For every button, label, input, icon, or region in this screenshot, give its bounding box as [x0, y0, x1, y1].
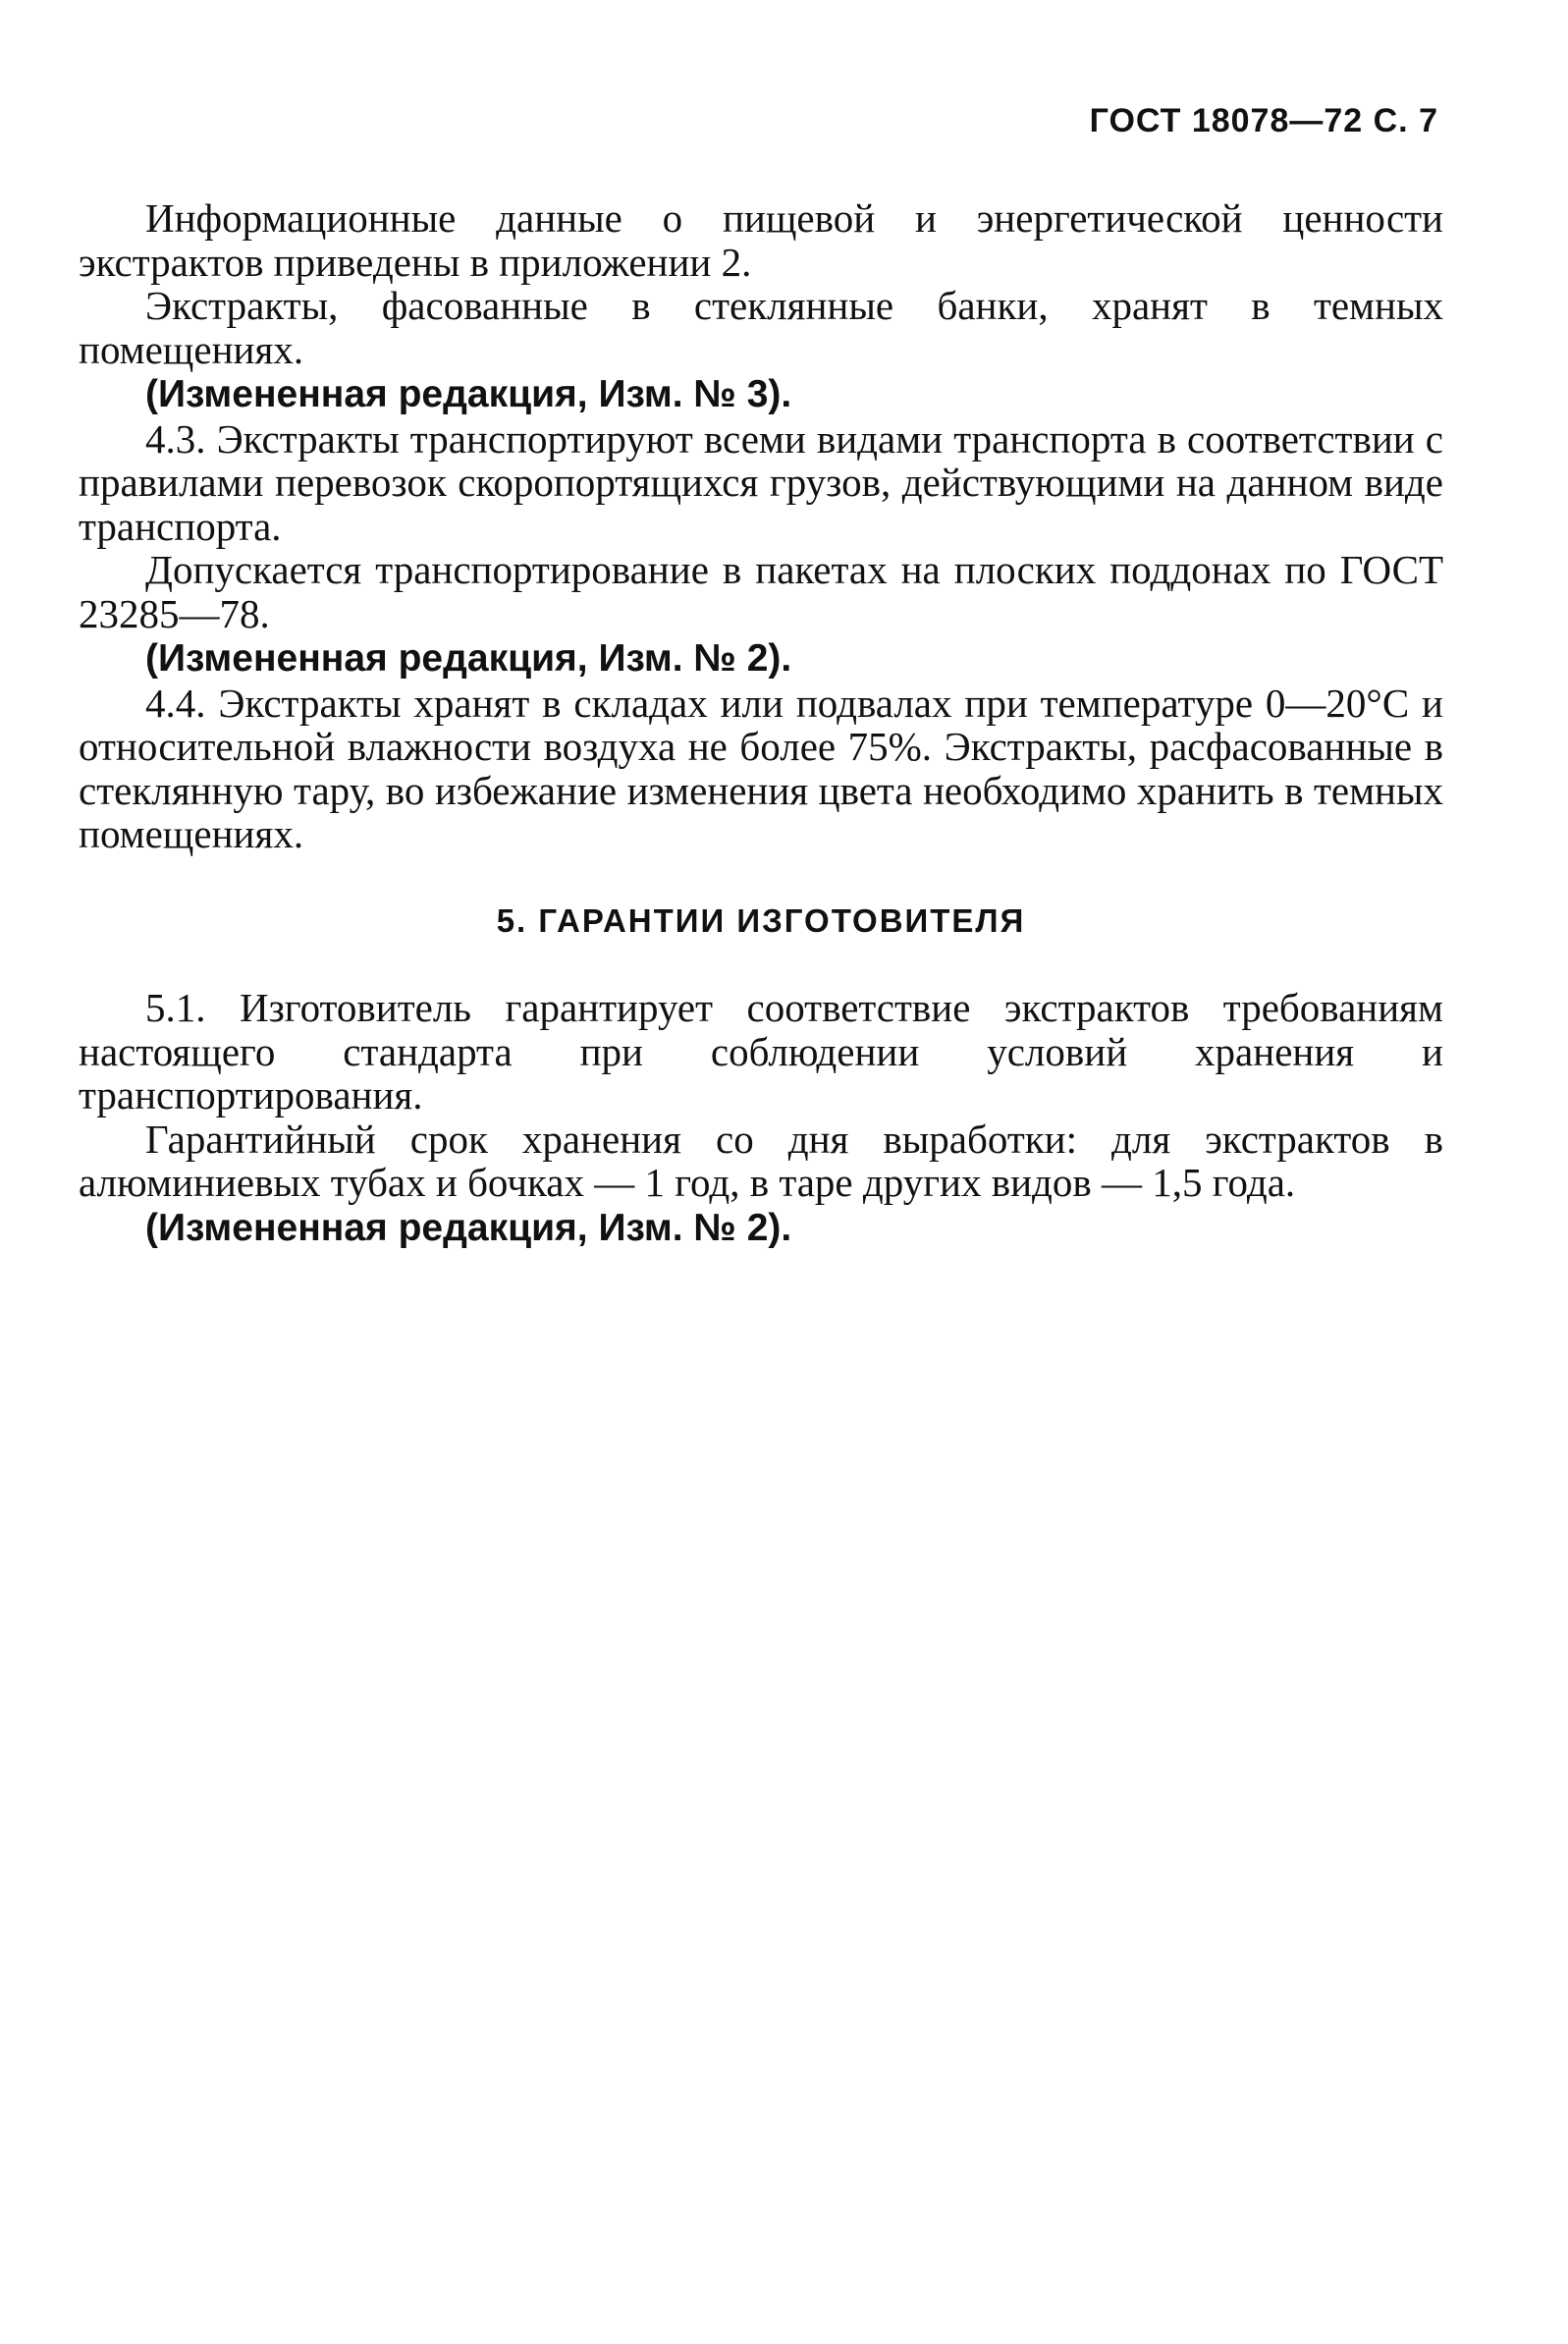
paragraph-glass-storage: Экстракты, фасованные в стеклянные банки, хранят в темных помещениях. — [79, 283, 1443, 372]
paragraph-5-1: 5.1. Изготовитель гарантирует соответствие экстрактов требованиям настоящего стандарта при соблюдении условий хранения и транспортирования. — [79, 985, 1443, 1117]
amendment-note — [79, 371, 1443, 417]
paragraph-4-3: 4.3. Экстракты транспортируют всеми видами транспорта в соответствии с правилами перевозок скоропортящихся грузов, действующими на данном виде транспорта. — [79, 415, 1443, 549]
paragraph-pallet-transport: Допускается транспортирование в пакетах на плоских поддонах по ГОСТ 23285—78. — [79, 547, 1443, 636]
paragraph-warranty-period: Гарантийный срок хранения со дня выработки: для экстрактов в алюминиевых тубах и бочках — 1 год, в таре других видов — 1,5 года. — [79, 1116, 1443, 1205]
paragraph-4-4: 4.4. Экстракты хранят в складах или подвалах при температуре 0—20°С и относительной влажности воздуха не более 75%. Экстракты, расфасованные в стеклянную тару, во избежание изменения цвета необходимо хранить в темных помещениях. — [79, 680, 1443, 856]
page-header: ГОСТ 18078—72 С. 7 — [1089, 102, 1438, 139]
amendment-text: (Измененная редакция, Изм. № 2). — [145, 637, 792, 680]
section-title: 5. ГАРАНТИИ ИЗГОТОВИТЕЛЯ — [496, 901, 1026, 939]
amendment-text: (Измененная редакция, Изм. № 3). — [145, 373, 792, 415]
amendment-note — [79, 1205, 1443, 1251]
amendment-text: (Измененная редакция, Изм. № 2). — [145, 1206, 792, 1249]
document-body — [79, 196, 1443, 1250]
paragraph-nutrition-info: Информационные данные о пищевой и энергетической ценности экстрактов приведены в приложении 2. — [79, 195, 1443, 285]
amendment-note — [79, 635, 1443, 681]
